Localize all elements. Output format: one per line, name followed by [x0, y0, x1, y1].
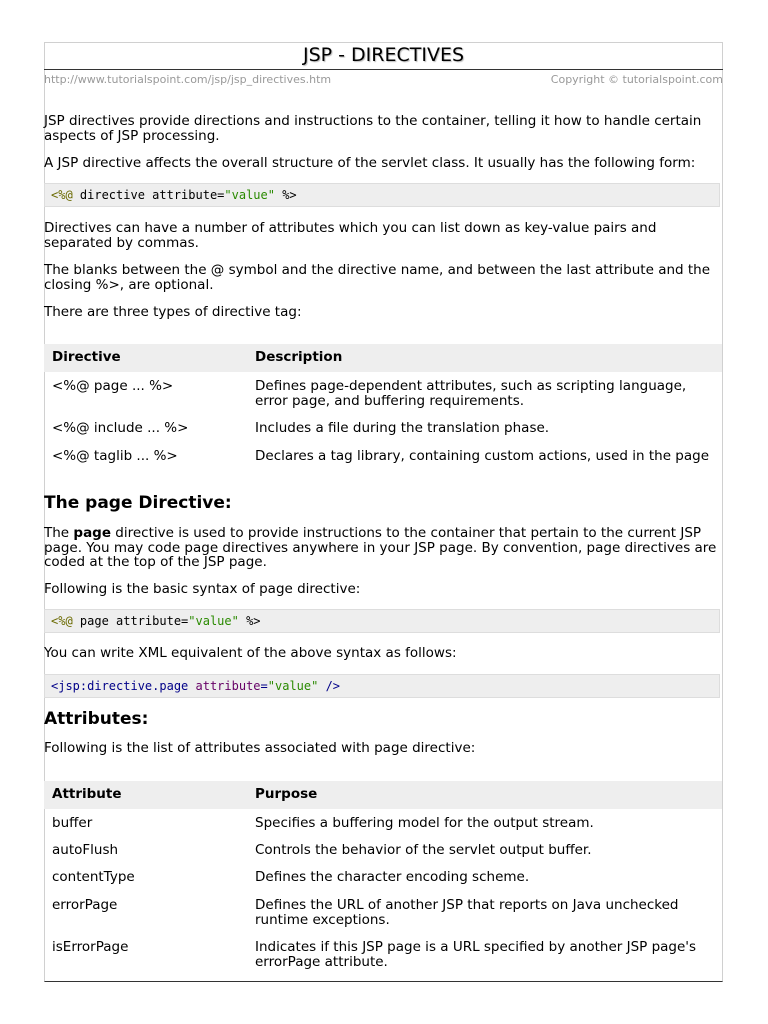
attributes-paragraph: Following is the list of attributes associated with page directive: — [44, 740, 476, 756]
intro-paragraph-4: The blanks between the @ symbol and the directive name, and between the last attribute and the closing %>, are optional. — [44, 262, 711, 293]
purpose-header-cell: Purpose — [255, 786, 318, 802]
directive-table-header — [44, 344, 722, 372]
description-cell: Declares a tag library, containing custom actions, used in the page — [255, 448, 710, 464]
page-directive-paragraph-2: Following is the basic syntax of page directive: — [44, 581, 361, 597]
paragraph-text: The — [44, 525, 74, 541]
code-token-value: "value" — [224, 188, 275, 202]
code-token-value: "value" — [188, 614, 239, 628]
directive-cell: <%@ include ... %> — [52, 420, 189, 436]
purpose-cell: Specifies a buffering model for the output stream. — [255, 815, 594, 831]
directive-header-cell: Directive — [52, 349, 121, 365]
purpose-cell: Indicates if this JSP page is a URL specified by another JSP page's errorPage attribute. — [255, 939, 697, 970]
code-token-tag: <jsp:directive.page — [51, 679, 189, 693]
code-token-eq: = — [260, 679, 268, 693]
code-token-close: %> — [238, 614, 261, 628]
page-directive-paragraph-3: You can write XML equivalent of the above syntax as follows: — [44, 645, 457, 661]
attribute-cell: contentType — [52, 869, 135, 885]
bold-keyword: page — [73, 525, 111, 541]
attribute-cell: isErrorPage — [52, 939, 129, 955]
code-token-mid: page attribute= — [72, 614, 189, 628]
intro-paragraph-5: There are three types of directive tag: — [44, 304, 302, 320]
code-block-page-syntax — [44, 609, 720, 633]
attribute-cell: autoFlush — [52, 842, 119, 858]
code-token-close: %> — [274, 188, 297, 202]
description-cell: Includes a file during the translation phase. — [255, 420, 550, 436]
attributes-table-header — [44, 781, 722, 809]
attribute-cell: buffer — [52, 815, 93, 831]
page-directive-paragraph-1 — [44, 526, 719, 570]
intro-paragraph-3: Directives can have a number of attributes which you can list down as key-value pairs and separated by commas. — [44, 220, 657, 251]
section-heading-attributes: Attributes: — [44, 709, 149, 729]
purpose-cell: Defines the character encoding scheme. — [255, 869, 530, 885]
page-title: JSP - DIRECTIVES — [44, 42, 723, 70]
code-token-open: <%@ — [51, 188, 73, 202]
purpose-cell: Defines the URL of another JSP that reports on Java unchecked runtime exceptions. — [255, 897, 679, 928]
code-token-value: "value" — [267, 679, 319, 693]
code-token-close: /> — [318, 679, 341, 693]
code-block-xml-syntax — [44, 674, 720, 698]
intro-paragraph-2: A JSP directive affects the overall structure of the servlet class. It usually has the following form: — [44, 155, 696, 171]
attribute-header-cell: Attribute — [52, 786, 122, 802]
description-cell: Defines page-dependent attributes, such as scripting language, error page, and buffering requirements. — [255, 378, 687, 409]
code-block-directive-form — [44, 183, 720, 207]
directive-cell: <%@ taglib ... %> — [52, 448, 178, 464]
source-url[interactable]: http://www.tutorialspoint.com/jsp/jsp_directives.htm — [44, 73, 332, 86]
purpose-cell: Controls the behavior of the servlet output buffer. — [255, 842, 592, 858]
paragraph-text: directive is used to provide instructions to the container that pertain to the current JSP page. You may code page directives anywhere in your JSP page. By convention, page directives are coded at the top of the JSP page. — [44, 525, 717, 570]
code-token-attr: attribute — [188, 679, 261, 693]
attribute-cell: errorPage — [52, 897, 118, 913]
copyright-text: Copyright © tutorialspoint.com — [550, 73, 723, 86]
intro-paragraph-1: JSP directives provide directions and instructions to the container, telling it how to handle certain aspects of JSP processing. — [44, 113, 702, 144]
code-token-open: <%@ — [51, 614, 73, 628]
code-token-mid: directive attribute= — [72, 188, 225, 202]
description-header-cell: Description — [255, 349, 343, 365]
directive-cell: <%@ page ... %> — [52, 378, 174, 394]
section-heading-page-directive: The page Directive: — [44, 493, 232, 513]
